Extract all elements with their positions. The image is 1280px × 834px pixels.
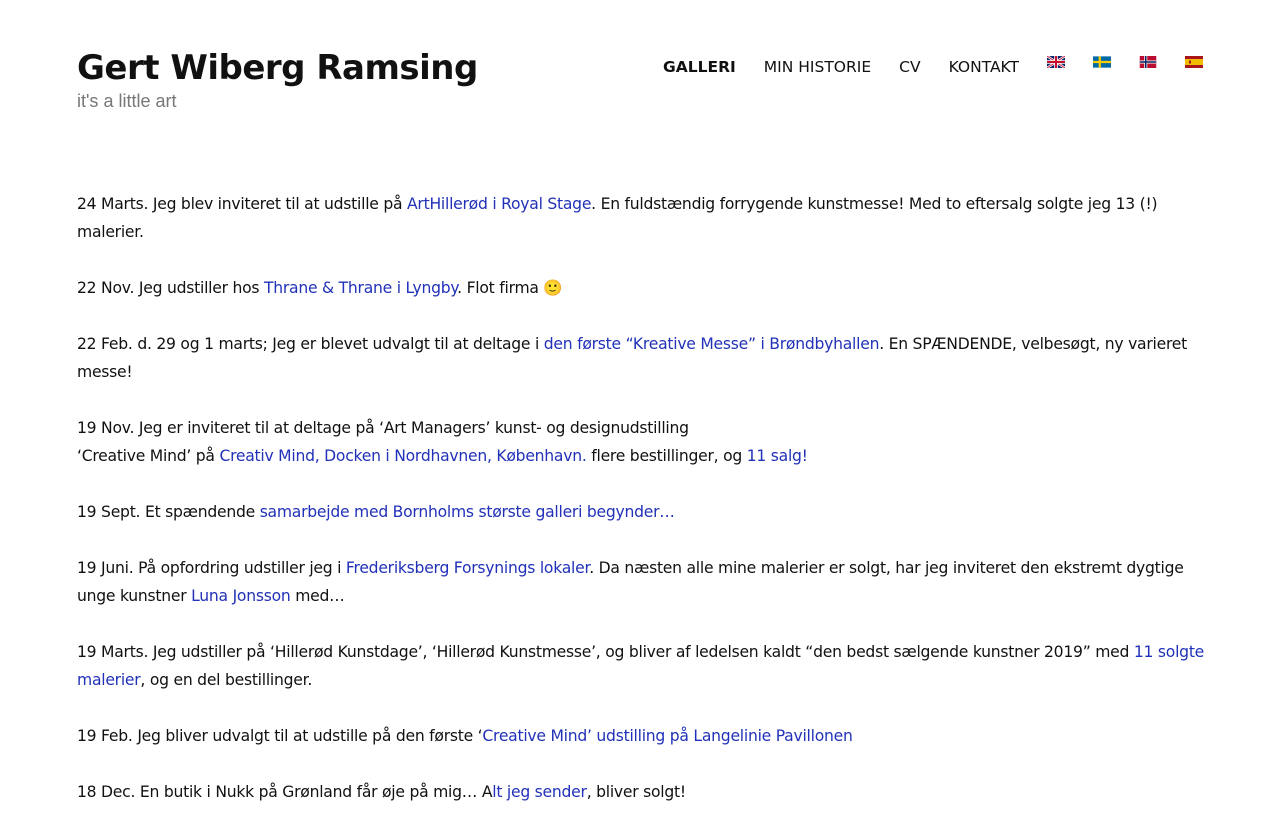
nav-item-min-historie[interactable]: MIN HISTORIE — [763, 58, 872, 76]
news-entry — [77, 190, 1207, 246]
swedish-flag-icon[interactable] — [1093, 56, 1111, 68]
entry-link[interactable]: ArtHillerød i Royal Stage — [407, 195, 592, 213]
news-entry — [77, 778, 1207, 806]
entry-text: 22 Nov. Jeg udstiller hos — [77, 279, 264, 297]
uk-flag-icon[interactable] — [1047, 56, 1065, 68]
entry-text: , og en del bestillinger. — [140, 671, 313, 689]
entry-text: 19 Marts. Jeg udstiller på ‘Hillerød Kunstdage’, ‘Hillerød Kunstmesse’, og bliver af ledelsen kaldt “den bedst sælgende kunstner 2019” med — [77, 643, 1134, 661]
news-entry — [77, 554, 1207, 610]
entry-text: 19 Feb. Jeg bliver udvalgt til at udstille på den første ‘ — [77, 727, 483, 745]
entry-text: 19 Sept. Et spændende — [77, 503, 260, 521]
entry-text: 22 Feb. d. 29 og 1 marts; Jeg er blevet udvalgt til at deltage i — [77, 335, 544, 353]
entry-text: 19 Nov. Jeg er inviteret til at deltage på ‘Art Managers’ kunst- og designudstilling — [77, 419, 689, 437]
entry-link[interactable]: Frederiksberg Forsynings lokaler — [345, 559, 590, 577]
entry-link[interactable]: Luna Jonsson — [191, 587, 291, 605]
news-entry — [77, 722, 1207, 750]
nav-item-galleri[interactable]: GALLERI — [663, 58, 736, 76]
entry-text: . Flot firma 🙂 — [457, 279, 563, 297]
entry-link[interactable]: Creativ Mind, Docken i Nordhavnen, København. — [219, 447, 587, 465]
site-title[interactable]: Gert Wiberg Ramsing — [77, 48, 478, 88]
nav-item-kontakt[interactable]: KONTAKT — [948, 58, 1019, 76]
entry-link[interactable]: samarbejde med Bornholms største galleri begynder… — [259, 503, 675, 521]
entry-text: . Da næsten alle mine malerier er solgt, har jeg inviteret den ekstremt dygtige unge kunstner — [77, 559, 1184, 605]
entry-text: 24 Marts. Jeg blev inviteret til at udstille på — [77, 195, 407, 213]
entry-text: ‘Creative Mind’ på — [77, 447, 220, 465]
news-entry — [77, 414, 1207, 470]
entry-text: . En fuldstændig forrygende kunstmesse! Med to eftersalg solgte jeg 13 (!) malerier. — [77, 195, 1158, 241]
site-tagline: it's a little art — [77, 91, 177, 111]
entry-text: 19 Juni. På opfordring udstiller jeg i — [77, 559, 346, 577]
gallery-content — [77, 190, 1207, 834]
news-entry — [77, 330, 1207, 386]
entry-link[interactable]: lt jeg sender — [492, 783, 587, 801]
entry-link[interactable]: Creative Mind’ udstilling på Langelinie Pavillonen — [482, 727, 853, 745]
norwegian-flag-icon[interactable] — [1139, 56, 1157, 68]
entry-link[interactable]: den første “Kreative Messe” i Brøndbyhallen — [543, 335, 880, 353]
entry-text: , bliver solgt! — [586, 783, 686, 801]
news-entry — [77, 638, 1207, 694]
nav-item-cv[interactable]: CV — [899, 58, 921, 76]
entry-link[interactable]: 11 solgte malerier — [77, 643, 1205, 689]
entry-text: med… — [290, 587, 345, 605]
site-header — [77, 44, 1207, 124]
entry-text: . En SPÆNDENDE, velbesøgt, ny varieret messe! — [77, 335, 1187, 381]
entry-text: flere bestillinger, og — [586, 447, 747, 465]
entry-link[interactable]: Thrane & Thrane i Lyngby — [263, 279, 458, 297]
news-entry — [77, 274, 1207, 302]
entry-text: 18 Dec. En butik i Nukk på Grønland får øje på mig… A — [77, 783, 493, 801]
main-navigation — [663, 58, 1203, 76]
spanish-flag-icon[interactable] — [1185, 56, 1203, 68]
news-entry — [77, 498, 1207, 526]
entry-link[interactable]: 11 salg! — [746, 447, 808, 465]
